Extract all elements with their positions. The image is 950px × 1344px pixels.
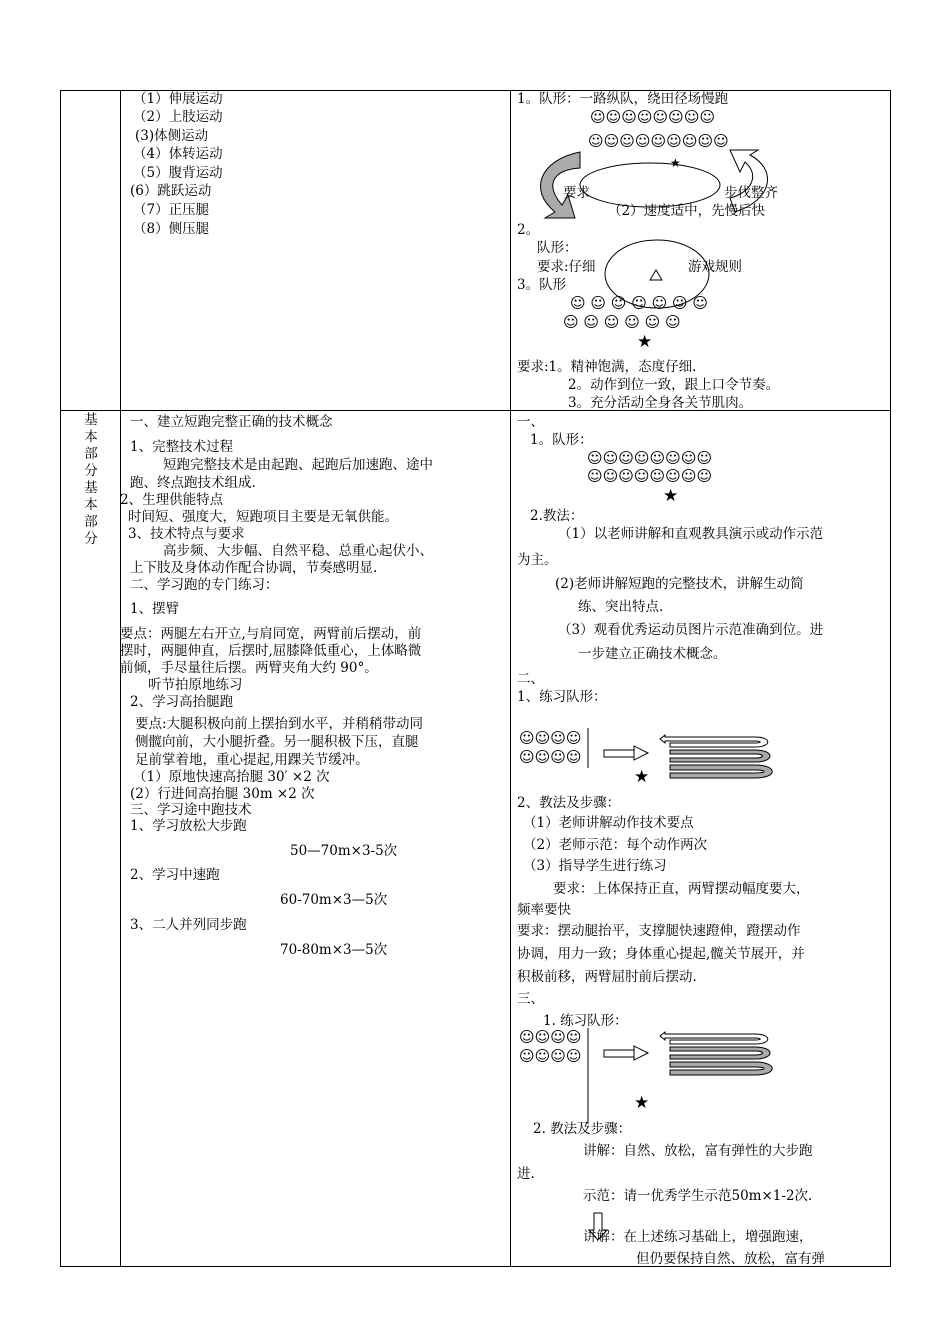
content-line: （2）老师示范：每个动作两次	[523, 837, 708, 853]
student-smiley-row: ☺☺☺☺☺☺☺☺	[590, 108, 716, 126]
content-line: 前倾，手尽量往后摆。两臂夹角大约 90°。	[120, 660, 378, 676]
content-line: （3）指导学生进行练习	[523, 858, 667, 874]
teacher-star-icon: ★	[670, 156, 681, 170]
content-line: 3、二人并列同步跑	[130, 917, 247, 933]
content-line: 2、学习高抬腿跑	[130, 694, 234, 710]
content-line: 为主。	[517, 552, 558, 568]
section-label: 基本部分基本部分	[84, 412, 98, 547]
item-number: 3。队形	[517, 277, 567, 293]
requirement-text: 要求:仔细	[537, 259, 596, 275]
content-line: 练、突出特点.	[578, 599, 664, 615]
student-smiley-grid: ☺☺☺☺	[519, 1028, 582, 1046]
content-line: 1、练习队形：	[517, 689, 607, 705]
content-line: 1. 练习队形：	[543, 1013, 628, 1029]
content-line: 70-80m×3—5次	[280, 942, 388, 958]
content-line: (2)老师讲解短跑的完整技术，讲解生动简	[555, 576, 804, 592]
content-line: 协调，用力一致；身体重心提起,髋关节展开，并	[517, 946, 805, 962]
content-line: 跑、终点跑技术组成.	[130, 475, 256, 491]
formation-label: 队形：	[537, 240, 578, 256]
content-line: 要点：两腿左右开立,与肩同宽，两臂前后摆动，前	[120, 626, 422, 642]
content-line: 一、	[517, 414, 544, 430]
content-line: 讲解：在上述练习基础上，增强跑速，	[583, 1229, 813, 1245]
content-line: 1、摆臂	[130, 601, 180, 617]
content-line: 1、学习放松大步跑	[130, 818, 247, 834]
teacher-star-icon: ★	[634, 1093, 650, 1113]
requirement-text: 3。充分活动全身各关节肌肉。	[568, 395, 753, 411]
content-line: 短跑完整技术是由起跑、起跑后加速跑、途中	[163, 457, 433, 473]
student-smiley-grid: ☺☺☺☺	[519, 1047, 582, 1065]
content-line: 积极前移，两臂屈肘前后摆动.	[517, 969, 697, 985]
track-diagram	[0, 0, 950, 420]
content-line: 讲解：自然、放松，富有弹性的大步跑	[583, 1143, 813, 1159]
content-line: 时间短、强度大，短跑项目主要是无氧供能。	[128, 509, 398, 525]
content-line: （1）老师讲解动作技术要点	[523, 815, 694, 831]
content-line: 听节拍原地练习	[148, 677, 243, 693]
exercise-item: (6）跳跃运动	[130, 183, 212, 199]
content-line: 进.	[517, 1166, 535, 1182]
student-smiley-row: ☺ ☺ ☺ ☺ ☺ ☺ ☺	[570, 294, 709, 312]
item-number: 2。	[517, 222, 540, 238]
exercise-item: （8）侧压腿	[133, 221, 210, 237]
content-line: 3、技术特点与要求	[128, 526, 245, 542]
requirement-text: 要求:1。精神饱满，态度仔细.	[517, 359, 697, 375]
content-line: 2. 教法及步骤：	[533, 1121, 632, 1137]
content-line: 示范：请一优秀学生示范50m×1-2次.	[583, 1188, 813, 1204]
requirement-text: 2。动作到位一致，跟上口令节奏。	[568, 377, 780, 393]
content-line: 三、学习途中跑技术	[130, 802, 252, 818]
content-line: 1。队形：	[530, 432, 593, 448]
requirement-text: 步伐整齐	[724, 185, 778, 201]
content-line: 上下肢及身体动作配合协调，节奏感明显.	[130, 560, 378, 576]
exercise-item: (3)体侧运动	[135, 128, 209, 144]
content-line: （3）观看优秀运动员图片示范准确到位。进	[558, 622, 824, 638]
content-line: 二、	[517, 671, 544, 687]
teacher-star-icon: ★	[663, 486, 679, 506]
content-line: 侧髋向前，大小腿折叠。另一腿积极下压，直腿	[135, 734, 419, 750]
content-line: 一、建立短跑完整正确的技术概念	[130, 414, 333, 430]
student-smiley-grid: ☺☺☺☺	[519, 748, 582, 766]
content-line: 2、学习中速跑	[130, 867, 220, 883]
content-line: 2.教法：	[530, 508, 584, 524]
requirement-text: （2）速度适中，先慢后快	[608, 203, 766, 219]
student-smiley-row: ☺ ☺ ☺ ☺ ☺ ☺	[563, 313, 681, 331]
content-line: 一步建立正确技术概念。	[578, 646, 727, 662]
content-line: （1）原地快速高抬腿 30′ ×2 次	[133, 769, 330, 785]
content-line: 频率要快	[517, 902, 571, 918]
content-line: 摆时，两腿伸直，后摆时,屈膝降低重心，上体略微	[120, 643, 422, 659]
content-line: 1、完整技术过程	[130, 439, 234, 455]
content-line: (2）行进间高抬腿 30m ×2 次	[130, 786, 315, 802]
content-line: 三、	[517, 991, 544, 1007]
formation-1-text: 1。队形：一路纵队，绕田径场慢跑	[517, 91, 729, 107]
content-line: 2、生理供能特点	[120, 492, 224, 508]
requirement-text: 游戏规则	[688, 259, 742, 275]
exercise-item: （4）体转运动	[133, 146, 223, 162]
student-smiley-grid: ☺☺☺☺	[519, 729, 582, 747]
content-line: 要求：上体保持正直，两臂摆动幅度要大，	[553, 881, 810, 897]
requirement-text: 要求	[563, 185, 590, 201]
content-line: 足前掌着地，重心提起,用踝关节缓冲。	[135, 752, 369, 768]
content-line: 要求：摆动腿抬平，支撑腿快速蹬伸，蹬摆动作	[517, 923, 801, 939]
content-line: 2、教法及步骤：	[517, 795, 621, 811]
student-smiley-row: ☺☺☺☺☺☺☺☺	[587, 467, 713, 485]
content-line: 但仍要保持自然、放松，富有弹	[636, 1251, 825, 1267]
teacher-star-icon: ★	[634, 767, 650, 787]
content-line: 高步频、大步幅、自然平稳、总重心起伏小、	[163, 543, 433, 559]
exercise-item: （5）腹背运动	[133, 165, 223, 181]
content-line: 要点:大腿积极向前上摆抬到水平，并稍稍带动同	[135, 716, 424, 732]
content-line: 60-70m×3—5次	[280, 892, 388, 908]
student-smiley-row: ☺☺☺☺☺☺☺☺☺	[588, 132, 729, 150]
exercise-item: （7）正压腿	[133, 202, 210, 218]
content-line: （1）以老师讲解和直观教具演示或动作示范	[558, 526, 824, 542]
teacher-star-icon: ★	[637, 332, 653, 352]
exercise-item: （1）伸展运动	[133, 91, 223, 107]
student-smiley-row: ☺☺☺☺☺☺☺☺	[587, 449, 713, 467]
content-line: 二、学习跑的专门练习：	[130, 577, 279, 593]
content-line: 50—70m×3-5次	[290, 843, 398, 859]
exercise-item: （2）上肢运动	[133, 109, 223, 125]
